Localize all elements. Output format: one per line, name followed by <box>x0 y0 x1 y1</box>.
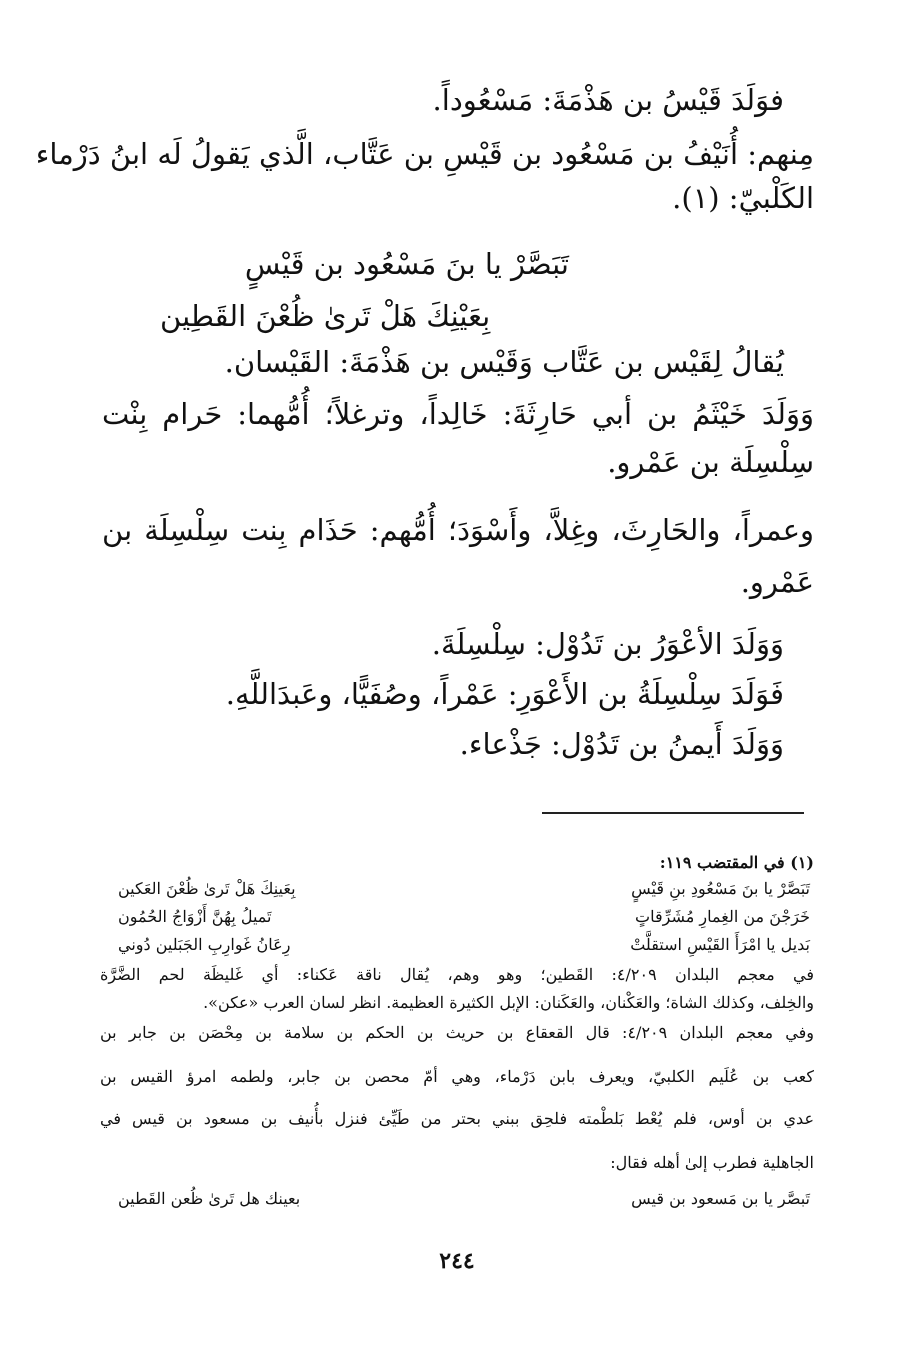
text-line: وَوَلَدَ أَيمنُ بن تَدُوْل: جَذْعاء. <box>459 727 784 761</box>
footnote-verse-second: تَميلُ بِهُنَّ أَزْوَاجُ الحُمُون <box>118 907 272 926</box>
text-line: فوَلَدَ قَيْسُ بن هَذْمَةَ: مَسْعُوداً. <box>432 83 784 117</box>
footnote-separator <box>542 812 804 814</box>
footnote-verse-second: بِعَينِكَ هَلْ تَرىٰ ظُعْنَ العَكين <box>118 879 296 898</box>
footnote-verse-second: بعينك هل تَرىٰ ظُعن القَطين <box>118 1189 301 1208</box>
footnote-line: عدي بن أوس، فلم يُعْط بَلطْمته فلحِق ببني بحتر من طَيِّئ فنزل بأُنيف بن مسعود بن قيس في <box>100 1109 814 1128</box>
verse-hemistich-first: تَبَصَّرْ يا بنَ مَسْعُود بن قَيْسٍ <box>244 247 569 281</box>
text-line: عَمْرو. <box>740 565 814 599</box>
text-line: وَوَلَدَ الأعْوَرُ بن تَدُوْل: سِلْسِلَةَ. <box>431 627 784 661</box>
footnote-line: وفي معجم البلدان ٤/٢٠٩: قال القعقاع بن حريث بن الحكم بن سلامة بن مِحْصَن بن جابر بن <box>100 1023 815 1042</box>
footnote-verse-first: تَبَصَّرْ يا بنَ مَسْعُودِ بنِ قَيْسٍ <box>631 879 810 898</box>
footnote-line: في معجم البلدان ٤/٢٠٩: القَطين؛ وهو وهم، يُقال ناقة عَكناء: أي غَليظَة لحم الضَّرَّة <box>100 965 815 984</box>
footnote-line: الجاهلية فطرب إلىٰ أهله فقال: <box>610 1153 814 1172</box>
text-line: فَوَلَدَ سِلْسِلَةُ بن الأَعْوَرِ: عَمْراً، وصُفَيًّا، وعَبدَاللَّهِ. <box>225 677 784 711</box>
footnote-verse-second: رِعَانُ غَوارِبِ الجَبَلين دُوني <box>118 935 291 954</box>
footnote-verse-first: خَرَجْنَ من الغِمارِ مُشَرِّقاتٍ <box>635 907 810 926</box>
text-line: وَوَلَدَ خَيْثَمُ بن أبي حَارِثَةَ: خَالِداً، وترغلاً؛ أُمُّهما: حَرام بِنْت <box>102 397 814 431</box>
footnote-line: والخِلف، وكذلك الشاة؛ والعَكْنان، والعَكَنان: الإبل الكثيرة العظيمة. انظر لسان العرب «عكن». <box>203 993 814 1012</box>
text-line: الكَلْبيّ: (١). <box>672 181 814 215</box>
footnote-verse-first: تَبصَّر يا بن مَسعود بن قيس <box>631 1189 810 1208</box>
page-number: ٢٤٤ <box>439 1248 475 1274</box>
verse-hemistich-second: بِعَيْنِكَ هَلْ تَرىٰ ظُعْنَ القَطِين <box>160 299 491 333</box>
text-line: يُقالُ لِقَيْس بن عَتَّاب وَقَيْس بن هَذْمَةَ: القَيْسان. <box>224 345 784 379</box>
footnote-heading: (١) في المقتضب ١١٩: <box>659 853 814 872</box>
text-line: مِنهم: أُنَيْفُ بن مَسْعُود بن قَيْسِ بن عَتَّاب، الَّذي يَقولُ لَه ابنُ دَرْماء <box>35 137 814 171</box>
footnote-line: كعب بن عُلَيم الكلبيّ، ويعرف بابن دَرْماء، وهي أمّ محصن بن جابر، ولطمه امرؤ القيس بن <box>100 1067 814 1086</box>
text-line: وعمراً، والحَارِثَ، وغِلاَّ، وأَسْوَدَ؛ أُمُّهم: حَذَام بِنت سِلْسِلَة بن <box>102 513 814 547</box>
text-line: سِلْسِلَة بن عَمْرو. <box>607 445 814 479</box>
footnote-verse-first: بَديل يا امْرَأَ القَيْسِ استقلَّتْ <box>630 935 810 954</box>
